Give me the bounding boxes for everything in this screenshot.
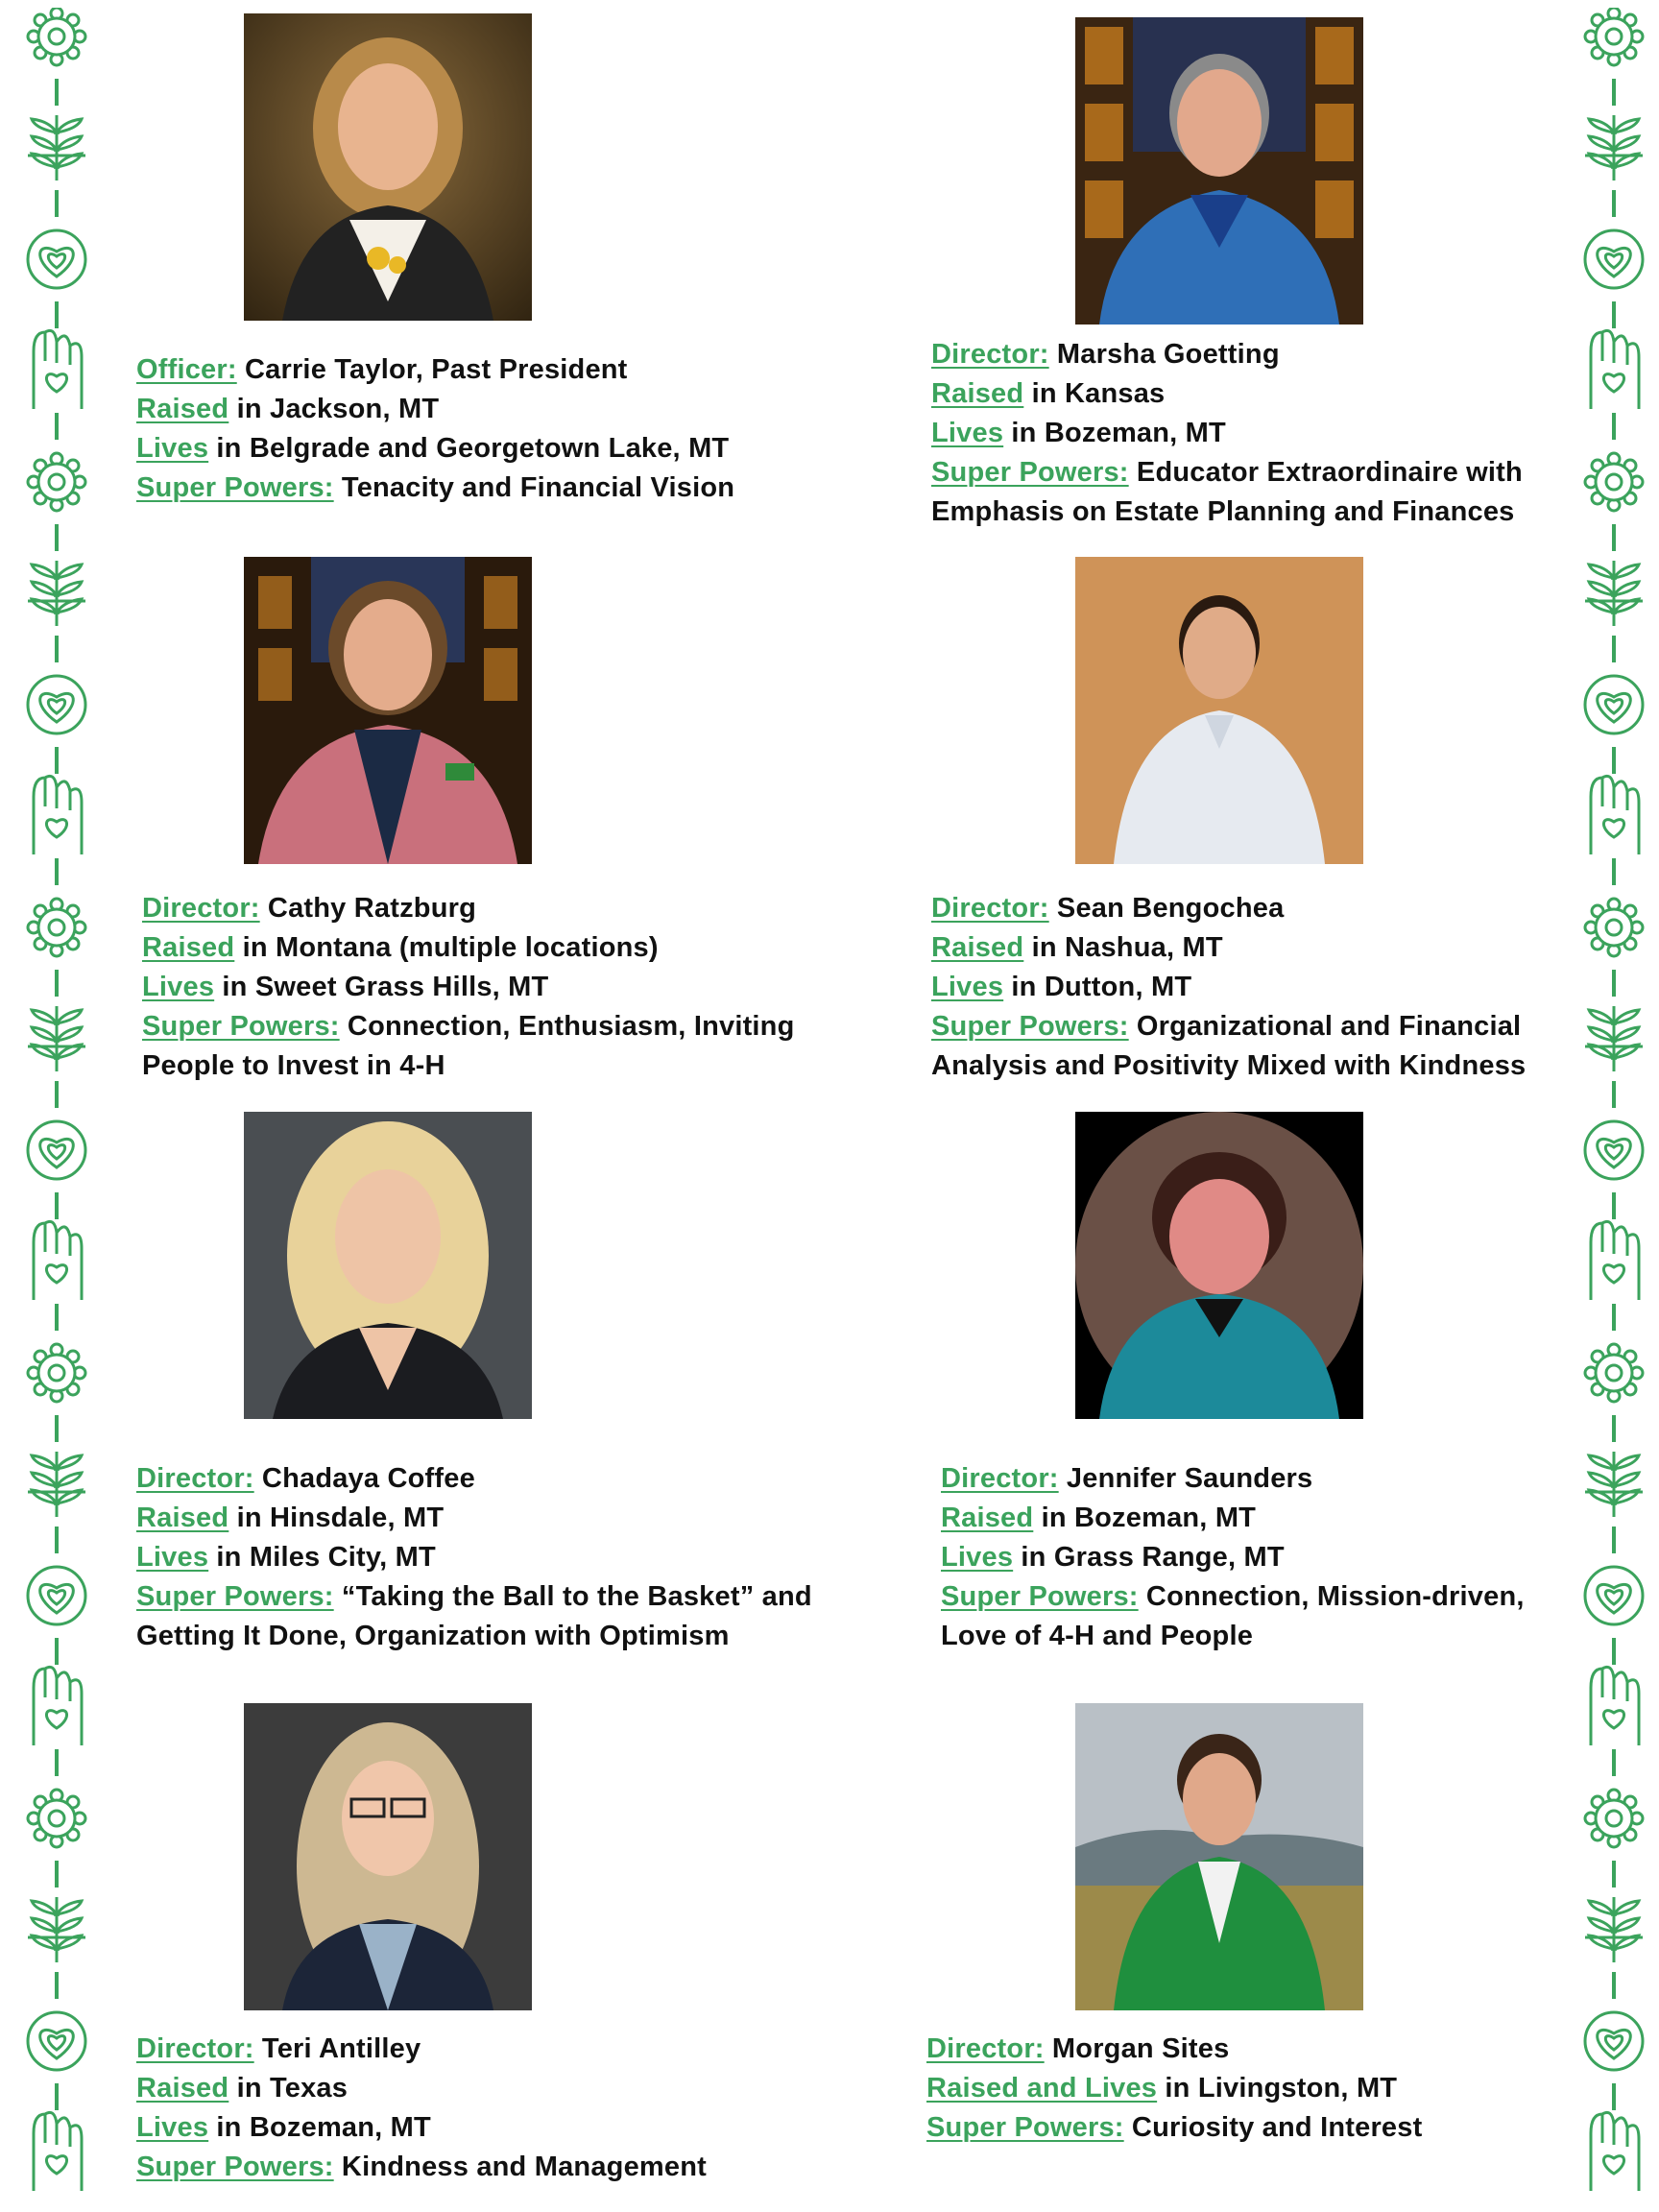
bio-line	[941, 1459, 1525, 1499]
field-value: in Kansas	[1023, 378, 1166, 409]
wheat-sprig-icon	[28, 1897, 85, 1962]
bio-marsha-goetting	[931, 335, 1523, 532]
field-value: in Dutton, MT	[1003, 972, 1192, 1002]
field-value: Teri Antilley	[253, 2033, 421, 2064]
field-label: Raised	[136, 394, 229, 424]
gear-icon	[28, 1790, 85, 1847]
wheat-sprig-icon	[28, 1006, 85, 1071]
hand-heart-icon	[34, 1221, 82, 1300]
field-label: Super Powers:	[931, 1011, 1129, 1042]
bio-line	[931, 453, 1523, 493]
bio-line	[931, 374, 1523, 414]
gear-icon	[1585, 453, 1643, 511]
super-powers-continuation: Emphasis on Estate Planning and Finances	[931, 496, 1515, 527]
field-label: Director:	[142, 893, 260, 924]
bio-line	[136, 2069, 707, 2108]
heart-icon	[28, 676, 85, 733]
field-label: Raised	[136, 1503, 229, 1533]
field-label: Raised	[136, 2073, 229, 2104]
field-label: Raised	[142, 932, 235, 963]
bio-line	[931, 928, 1526, 968]
field-value: in Jackson, MT	[228, 394, 440, 424]
gear-icon	[28, 8, 85, 65]
field-label: Lives	[931, 418, 1004, 448]
bio-line	[136, 1459, 812, 1499]
bio-line	[941, 1577, 1525, 1617]
heart-icon	[28, 230, 85, 288]
bio-line	[931, 414, 1523, 453]
heart-icon	[28, 2012, 85, 2070]
heart-icon	[28, 1567, 85, 1624]
super-powers-continuation: Analysis and Positivity Mixed with Kindness	[931, 1050, 1527, 1081]
bio-line	[142, 968, 795, 1007]
field-value: Connection, Enthusiasm, Inviting	[339, 1011, 795, 1042]
bio-line	[136, 2030, 707, 2069]
field-value: in Bozeman, MT	[208, 2112, 431, 2143]
field-value: Carrie Taylor, Past President	[236, 354, 628, 385]
field-value: Sean Bengochea	[1048, 893, 1285, 924]
bio-line	[931, 968, 1526, 1007]
field-label: Director:	[931, 893, 1049, 924]
bio-line	[926, 2030, 1422, 2069]
wheat-sprig-icon	[1585, 1006, 1643, 1071]
bio-carrie-taylor	[136, 350, 734, 508]
portrait-teri-antilley	[244, 1703, 532, 2010]
wheat-sprig-icon	[28, 561, 85, 626]
field-value: in Livingston, MT	[1157, 2073, 1398, 2104]
portrait-carrie-taylor	[244, 13, 532, 321]
bio-line	[136, 2108, 707, 2148]
field-label: Lives	[941, 1542, 1014, 1573]
bio-teri-antilley	[136, 2030, 707, 2187]
heart-icon	[1585, 2012, 1643, 2070]
bio-line	[926, 2108, 1422, 2148]
portrait-sean-bengochea	[1075, 557, 1363, 864]
portrait-cathy-ratzburg	[244, 557, 532, 864]
wheat-sprig-icon	[1585, 561, 1643, 626]
super-powers-continuation: Love of 4-H and People	[941, 1621, 1254, 1651]
bio-jennifer-saunders	[941, 1459, 1525, 1656]
portrait-morgan-sites	[1075, 1703, 1363, 2010]
bio-line	[931, 1007, 1526, 1046]
bio-morgan-sites	[926, 2030, 1422, 2148]
wheat-sprig-icon	[28, 1452, 85, 1517]
field-value: Connection, Mission-driven,	[1138, 1581, 1525, 1612]
super-powers-continuation: Getting It Done, Organization with Optimism	[136, 1621, 730, 1651]
field-value: Jennifer Saunders	[1058, 1463, 1313, 1494]
field-value: Marsha Goetting	[1048, 339, 1280, 370]
gear-icon	[1585, 1344, 1643, 1402]
field-label: Raised	[941, 1503, 1034, 1533]
left-decorative-border	[23, 8, 90, 2206]
gear-icon	[28, 1344, 85, 1402]
bio-line	[931, 335, 1523, 374]
gear-icon	[28, 453, 85, 511]
field-label: Lives	[931, 972, 1004, 1002]
hand-heart-icon	[1591, 2112, 1639, 2191]
bio-line	[142, 1007, 795, 1046]
super-powers-continuation: People to Invest in 4-H	[142, 1050, 445, 1081]
hand-heart-icon	[1591, 776, 1639, 854]
heart-icon	[1585, 1121, 1643, 1179]
field-value: Morgan Sites	[1044, 2033, 1230, 2064]
bio-line	[136, 429, 734, 469]
field-label: Officer:	[136, 354, 237, 385]
field-value: Chadaya Coffee	[253, 1463, 475, 1494]
field-value: Organizational and Financial	[1128, 1011, 1522, 1042]
field-value: in Bozeman, MT	[1003, 418, 1226, 448]
wheat-sprig-icon	[1585, 1897, 1643, 1962]
wheat-sprig-icon	[1585, 1452, 1643, 1517]
bio-line	[941, 1538, 1525, 1577]
field-value: in Sweet Grass Hills, MT	[214, 972, 549, 1002]
field-label: Lives	[136, 2112, 209, 2143]
field-label: Super Powers:	[136, 1581, 334, 1612]
bio-line	[142, 889, 795, 928]
bio-line	[142, 928, 795, 968]
bio-line	[136, 390, 734, 429]
field-label: Director:	[931, 339, 1049, 370]
gear-icon	[1585, 1790, 1643, 1847]
field-value: in Nashua, MT	[1023, 932, 1223, 963]
bio-line	[926, 2069, 1422, 2108]
portrait-marsha-goetting	[1075, 17, 1363, 325]
hand-heart-icon	[1591, 1667, 1639, 1745]
bio-chadaya-coffee	[136, 1459, 812, 1656]
field-label: Lives	[142, 972, 215, 1002]
field-value: in Hinsdale, MT	[228, 1503, 445, 1533]
field-value: “Taking the Ball to the Basket” and	[333, 1581, 812, 1612]
gear-icon	[1585, 8, 1643, 65]
hand-heart-icon	[1591, 330, 1639, 409]
bio-line	[136, 350, 734, 390]
heart-icon	[28, 1121, 85, 1179]
bio-sean-bengochea	[931, 889, 1526, 1086]
field-label: Raised and Lives	[926, 2073, 1158, 2104]
portrait-chadaya-coffee	[244, 1112, 532, 1419]
field-label: Super Powers:	[136, 2152, 334, 2182]
field-value: in Belgrade and Georgetown Lake, MT	[208, 433, 730, 464]
field-value: Tenacity and Financial Vision	[333, 472, 735, 503]
wheat-sprig-icon	[28, 115, 85, 180]
gear-icon	[28, 899, 85, 956]
bio-line	[136, 1499, 812, 1538]
bio-cathy-ratzburg	[142, 889, 795, 1086]
field-value: Educator Extraordinaire with	[1128, 457, 1523, 488]
field-value: Curiosity and Interest	[1123, 2112, 1423, 2143]
bio-line	[136, 469, 734, 508]
field-value: in Texas	[228, 2073, 349, 2104]
portrait-jennifer-saunders	[1075, 1112, 1363, 1419]
field-value: Cathy Ratzburg	[259, 893, 477, 924]
field-label: Super Powers:	[142, 1011, 340, 1042]
hand-heart-icon	[34, 776, 82, 854]
field-label: Super Powers:	[136, 472, 334, 503]
field-value: in Miles City, MT	[208, 1542, 436, 1573]
field-label: Lives	[136, 433, 209, 464]
field-label: Director:	[926, 2033, 1045, 2064]
heart-icon	[1585, 230, 1643, 288]
field-value: in Montana (multiple locations)	[234, 932, 659, 963]
hand-heart-icon	[34, 2112, 82, 2191]
hand-heart-icon	[34, 330, 82, 409]
field-value: Kindness and Management	[333, 2152, 707, 2182]
field-label: Super Powers:	[941, 1581, 1139, 1612]
hand-heart-icon	[1591, 1221, 1639, 1300]
heart-icon	[1585, 1567, 1643, 1624]
field-label: Director:	[136, 1463, 254, 1494]
right-decorative-border	[1580, 8, 1647, 2206]
bio-line	[941, 1499, 1525, 1538]
field-label: Director:	[941, 1463, 1059, 1494]
field-label: Super Powers:	[931, 457, 1129, 488]
hand-heart-icon	[34, 1667, 82, 1745]
field-value: in Grass Range, MT	[1013, 1542, 1285, 1573]
bio-line	[931, 889, 1526, 928]
wheat-sprig-icon	[1585, 115, 1643, 180]
field-label: Raised	[931, 378, 1024, 409]
field-label: Super Powers:	[926, 2112, 1124, 2143]
bio-line	[136, 1577, 812, 1617]
field-label: Lives	[136, 1542, 209, 1573]
heart-icon	[1585, 676, 1643, 733]
bio-line	[136, 2148, 707, 2187]
field-label: Raised	[931, 932, 1024, 963]
field-label: Director:	[136, 2033, 254, 2064]
field-value: in Bozeman, MT	[1033, 1503, 1257, 1533]
bio-line	[136, 1538, 812, 1577]
gear-icon	[1585, 899, 1643, 956]
